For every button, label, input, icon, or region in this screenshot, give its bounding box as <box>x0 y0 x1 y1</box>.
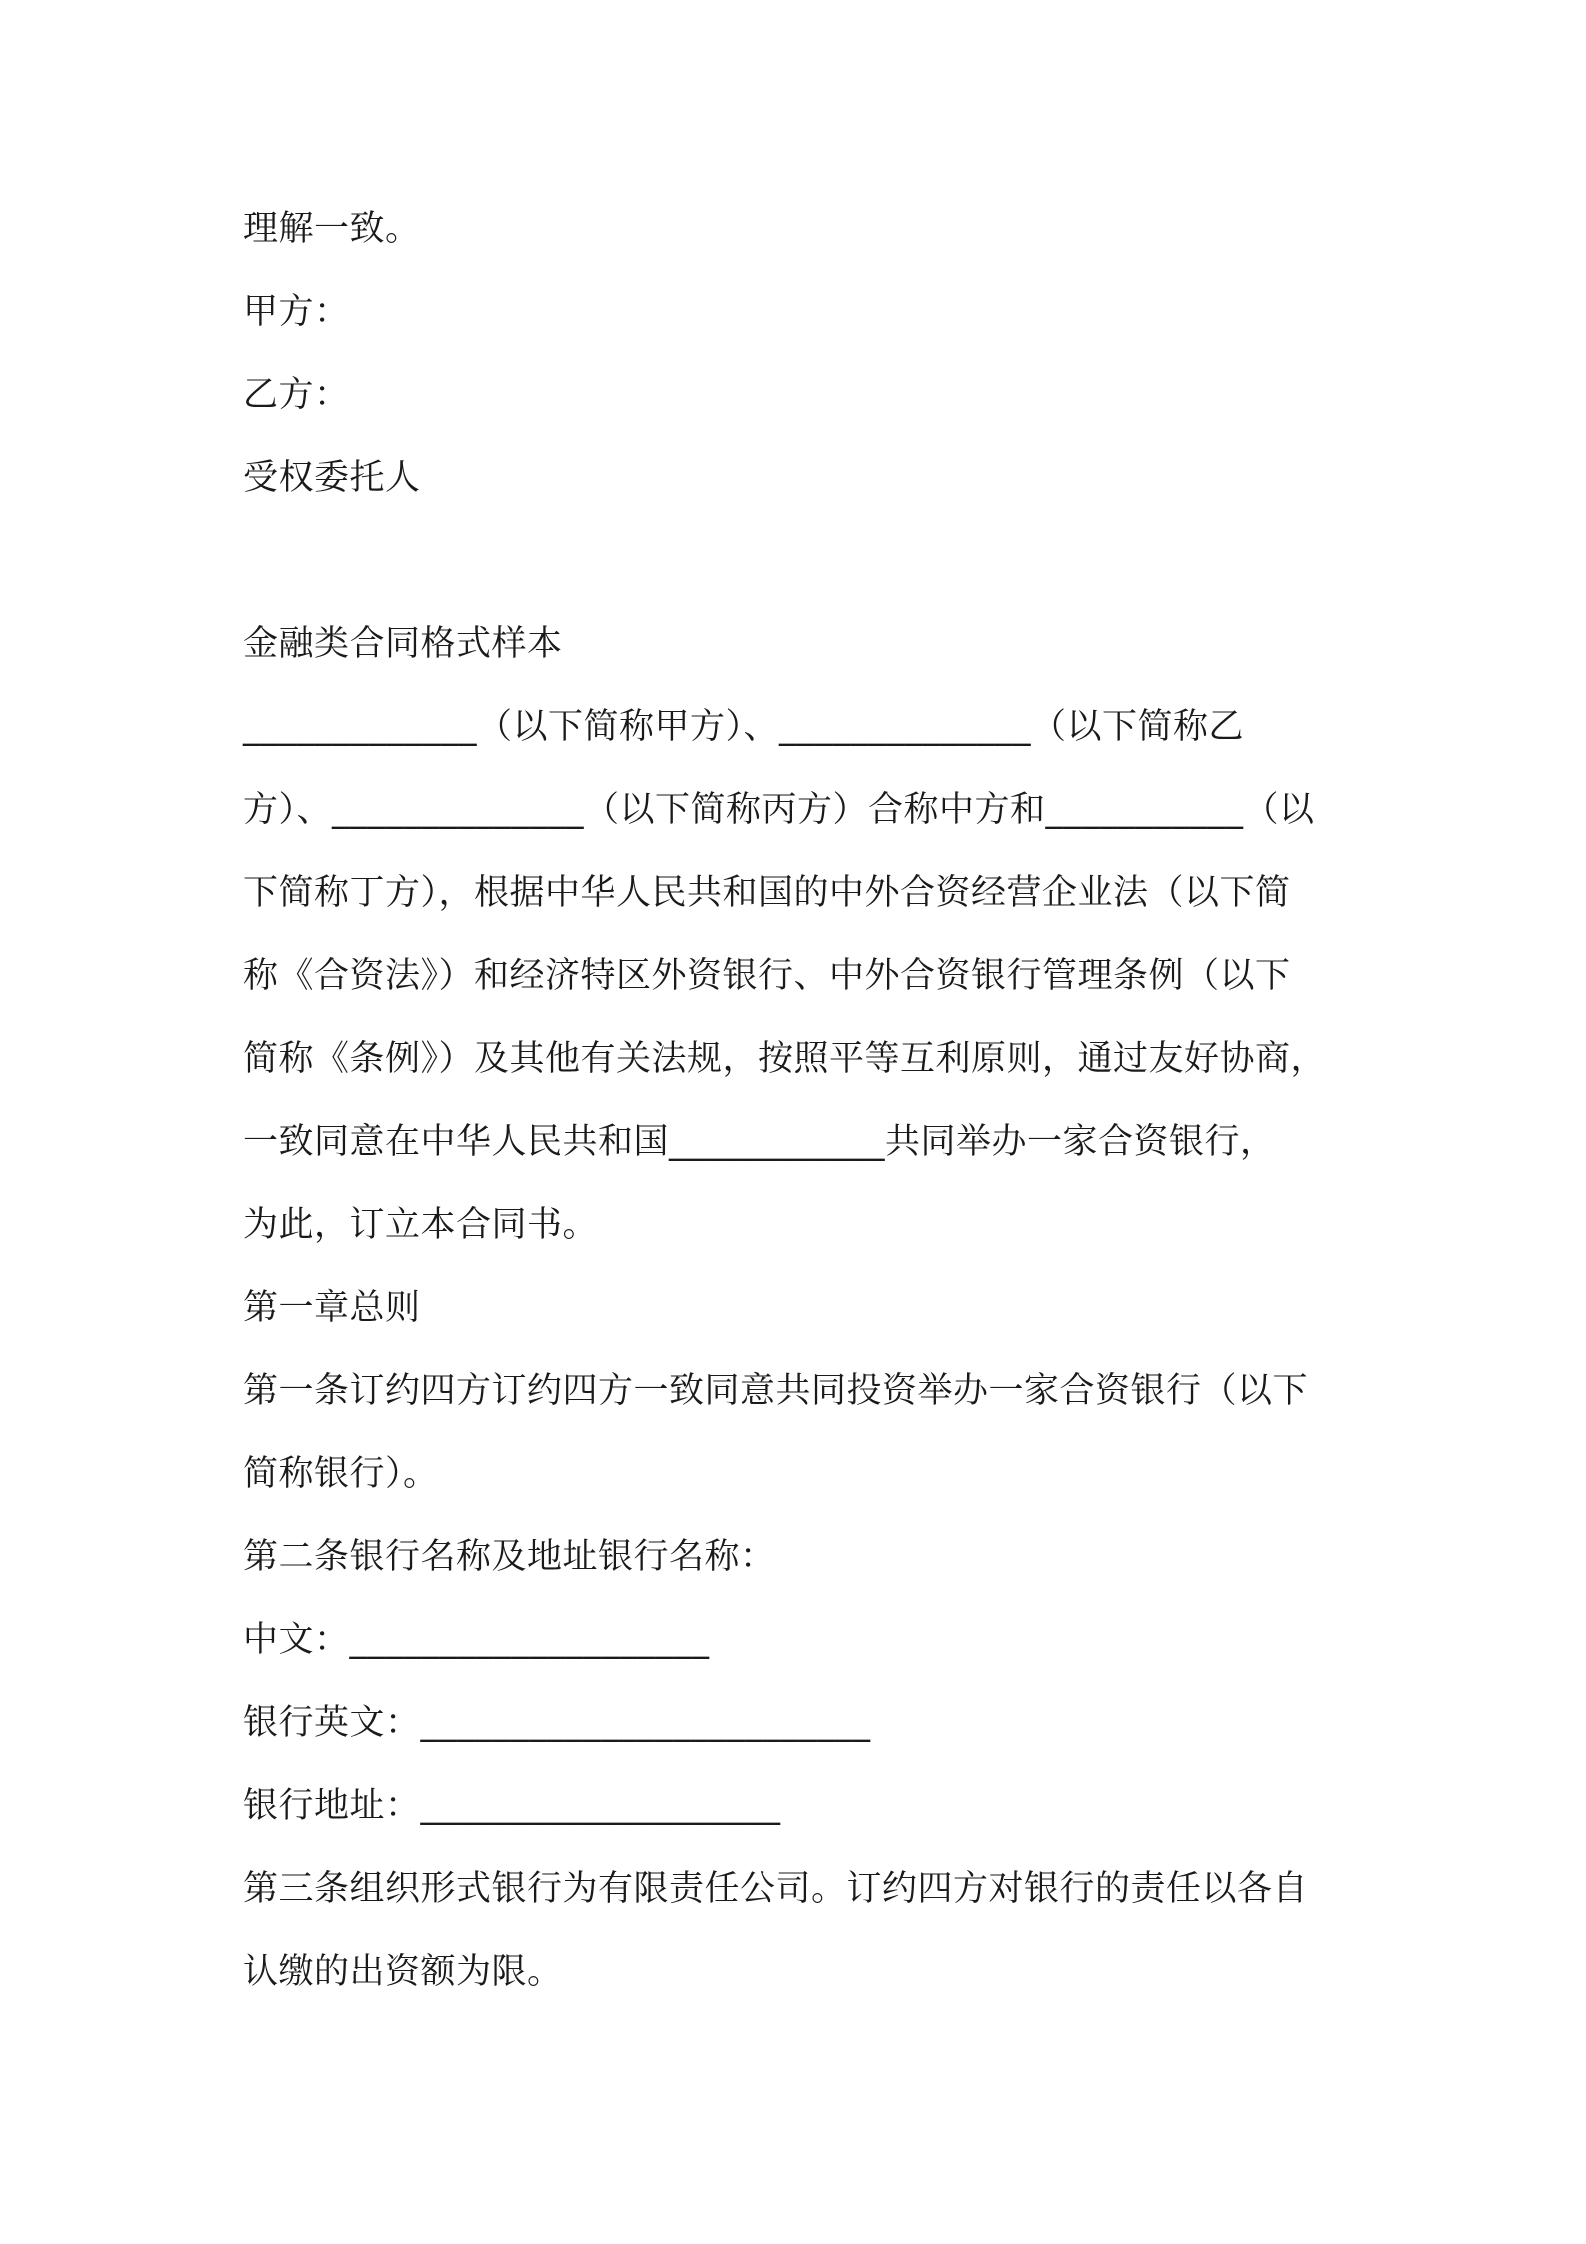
authorized-agent-label: 受权委托人 <box>243 458 421 498</box>
text-line: 简称银行）。 <box>243 1454 439 1494</box>
document-title: 金融类合同格式样本 <box>243 624 563 664</box>
party-b-label: 乙方： <box>243 375 350 415</box>
bank-address-field: 银行地址：____________________ <box>243 1786 781 1826</box>
chapter-heading: 第一章总则 <box>243 1288 421 1328</box>
bank-name-english-field: 银行英文：_________________________ <box>243 1703 871 1743</box>
text-line: 第一条订约四方订约四方一致同意共同投资举办一家合资银行（以下 <box>243 1371 1309 1411</box>
text-line: _____________（以下简称甲方）、______________（以下简称乙 <box>243 707 1245 747</box>
text-line: 一致同意在中华人民共和国____________共同举办一家合资银行， <box>243 1122 1276 1162</box>
bank-name-chinese-field: 中文：____________________ <box>243 1620 710 1660</box>
text-line: 下简称丁方），根据中华人民共和国的中外合资经营企业法（以下简 <box>243 873 1291 913</box>
text-line: 第二条银行名称及地址银行名称： <box>243 1537 776 1577</box>
text-line: 简称《条例》）及其他有关法规，按照平等互利原则，通过友好协商， <box>243 1039 1327 1079</box>
text-line: 第三条组织形式银行为有限责任公司。订约四方对银行的责任以各自 <box>243 1869 1309 1909</box>
text-line: 理解一致。 <box>243 209 421 249</box>
text-line: 认缴的出资额为限。 <box>243 1952 563 1992</box>
party-a-label: 甲方： <box>243 292 350 332</box>
text-line: 称《合资法》）和经济特区外资银行、中外合资银行管理条例（以下 <box>243 956 1291 996</box>
text-line: 方）、______________（以下简称丙方）合称中方和___________（以 <box>243 790 1315 830</box>
text-line: 为此，订立本合同书。 <box>243 1205 599 1245</box>
